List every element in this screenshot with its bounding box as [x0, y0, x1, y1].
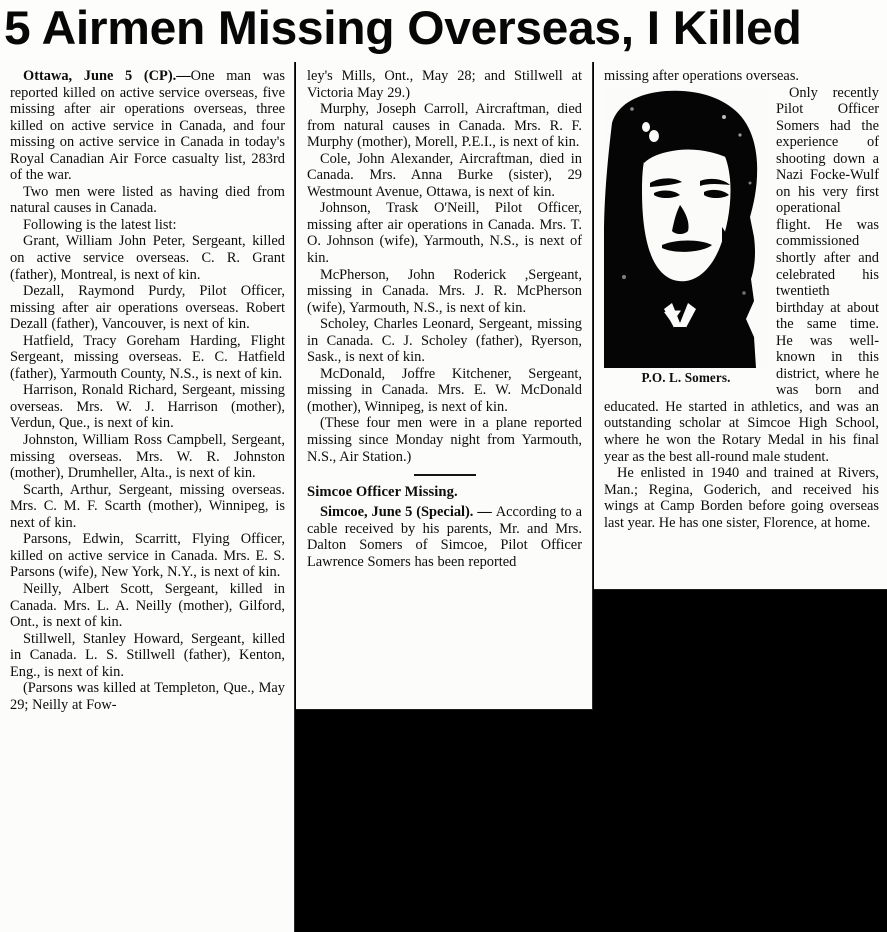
column-rule [592, 62, 593, 710]
section-subhead: Simcoe Officer Missing. [307, 484, 458, 501]
headline-band [0, 0, 887, 62]
casualty-entry: Parsons, Edwin, Scarritt, Flying Officer, killed on active service in Canada. Mrs. E. S. Parsons (wife), New York, N.Y., is next of kin. [10, 531, 285, 581]
simcoe-body: According to a cable received by his parents, Mr. and Mrs. Dalton Somers of Simcoe, Pilot Officer Lawrence Somers has been reported [307, 504, 582, 570]
casualty-entry: Stillwell, Stanley Howard, Sergeant, killed in Canada. L. S. Stillwell (father), Kenton, Eng., is next of kin. [10, 630, 285, 680]
portrait-figure [604, 87, 768, 385]
casualty-entry: Murphy, Joseph Carroll, Aircraftman, died from natural causes in Canada. Mrs. R. F. Murphy (mother), Morell, P.E.I., is next of kin. [307, 101, 582, 151]
column-2-text [307, 68, 582, 465]
page-headline: 5 Airmen Missing Overseas, I Killed [4, 1, 802, 54]
column-bottom-rule [594, 589, 887, 590]
article-column-2 [296, 62, 592, 710]
casualty-entry: Dezall, Raymond Purdy, Pilot Officer, missing after air operations overseas. Robert Dezall (father), Vancouver, is next of kin. [10, 283, 285, 333]
column-1-text [10, 68, 285, 713]
column-bottom-rule [296, 709, 592, 710]
section-divider-rule [414, 474, 476, 476]
casualty-entry: Johnson, Trask O'Neill, Pilot Officer, missing after air operations in Canada. Mrs. T. O. Johnson (wife), Yarmouth, N.S., is next of kin. [307, 200, 582, 267]
somers-paragraph-last: He enlisted in 1940 and trained at Rivers, Man.; Regina, Goderich, and received his wings at Camp Borden before going overseas last year. He has one sister, Florence, at home. [604, 465, 879, 531]
casualty-entry: Harrison, Ronald Richard, Sergeant, missing overseas. Mrs. W. J. Harrison (mother), Verdun, Que., is next of kin. [10, 382, 285, 432]
column-3-text [604, 68, 879, 531]
casualty-entry: Scholey, Charles Leonard, Sergeant, missing in Canada. C. J. Scholey (father), Ryerson, Sask., is next of kin. [307, 316, 582, 366]
lead-body: One man was reported killed on active service overseas, five missing after air operations overseas, three killed on active service in Canada, and four missing on active service in Canada in today's Royal Canadian Air Force casualty list, 283rd of the war. [10, 68, 286, 184]
continued-line: missing after operations overseas. [604, 68, 800, 84]
simcoe-dateline: Simcoe, June 5 (Special). — [320, 504, 496, 521]
column-rule [294, 62, 295, 932]
simcoe-paragraph [307, 504, 582, 570]
portrait-photo-airman [604, 87, 768, 368]
casualty-entry: Neilly, Albert Scott, Sergeant, killed in Canada. Mrs. L. A. Neilly (mother), Gilford, Ont., is next of kin. [10, 580, 285, 631]
lead-paragraph [10, 68, 285, 184]
simcoe-story-text [307, 504, 582, 570]
bracket-note: (These four men were in a plane reported missing since Monday night from Yarmouth, N.S., Air Station.) [307, 415, 582, 465]
paragraph-3: Following is the latest list: [23, 216, 177, 233]
bracket-note-start: (Parsons was killed at Templeton, Que., May 29; Neilly at Fow- [10, 680, 285, 713]
casualty-entry: Cole, John Alexander, Aircraftman, died in Canada. Mrs. Anna Burke (sister), 29 Westmount Avenue, Ottawa, is next of kin. [307, 150, 582, 200]
photo-caption: P.O. L. Somers. [641, 369, 731, 385]
somers-paragraph-wrap: Only recently Pilot Officer Somers had the experience of shooting down a Nazi Focke-Wulf on his very first operational flight. He was commissioned shortly after and celebrated his twentieth birthday at about the same time. He was well-known in this district, where he was born and educated. He started in athletics, and was an outstanding scholar at Simcoe High School, where he won the Rotary Medal in his final year as the best all-round male student. [604, 84, 879, 465]
casualty-entry: Johnston, William Ross Campbell, Sergeant, missing overseas. Mrs. W. R. Johnston (mother), Drumheller, Alta., is next of kin. [10, 432, 285, 482]
casualty-entry: Grant, William John Peter, Sergeant, killed on active service overseas. C. R. Grant (father), Montreal, is next of kin. [10, 233, 285, 283]
casualty-entry: Scarth, Arthur, Sergeant, missing overseas. Mrs. C. M. F. Scarth (mother), Winnipeg, is next of kin. [10, 481, 285, 531]
casualty-entry: McPherson, John Roderick ,Sergeant, missing in Canada. Mrs. J. R. McPherson (wife), Yarmouth, N.S., is next of kin. [307, 266, 582, 316]
article-column-3 [594, 62, 887, 590]
casualty-entry: McDonald, Joffre Kitchener, Sergeant, missing in Canada. Mrs. E. W. McDonald (mother), Winnipeg, is next of kin. [307, 365, 582, 415]
dateline: Ottawa, June 5 (CP).— [23, 68, 191, 84]
article-column-1 [0, 62, 294, 932]
bracket-note-continued: ley's Mills, Ont., May 28; and Stillwell at Victoria May 29.) [307, 68, 582, 101]
paragraph-2: Two men were listed as having died from natural causes in Canada. [10, 183, 285, 217]
casualty-entry: Hatfield, Tracy Goreham Harding, Flight Sergeant, missing overseas. E. C. Hatfield (father), Yarmouth County, N.S., is next of kin. [10, 332, 285, 382]
